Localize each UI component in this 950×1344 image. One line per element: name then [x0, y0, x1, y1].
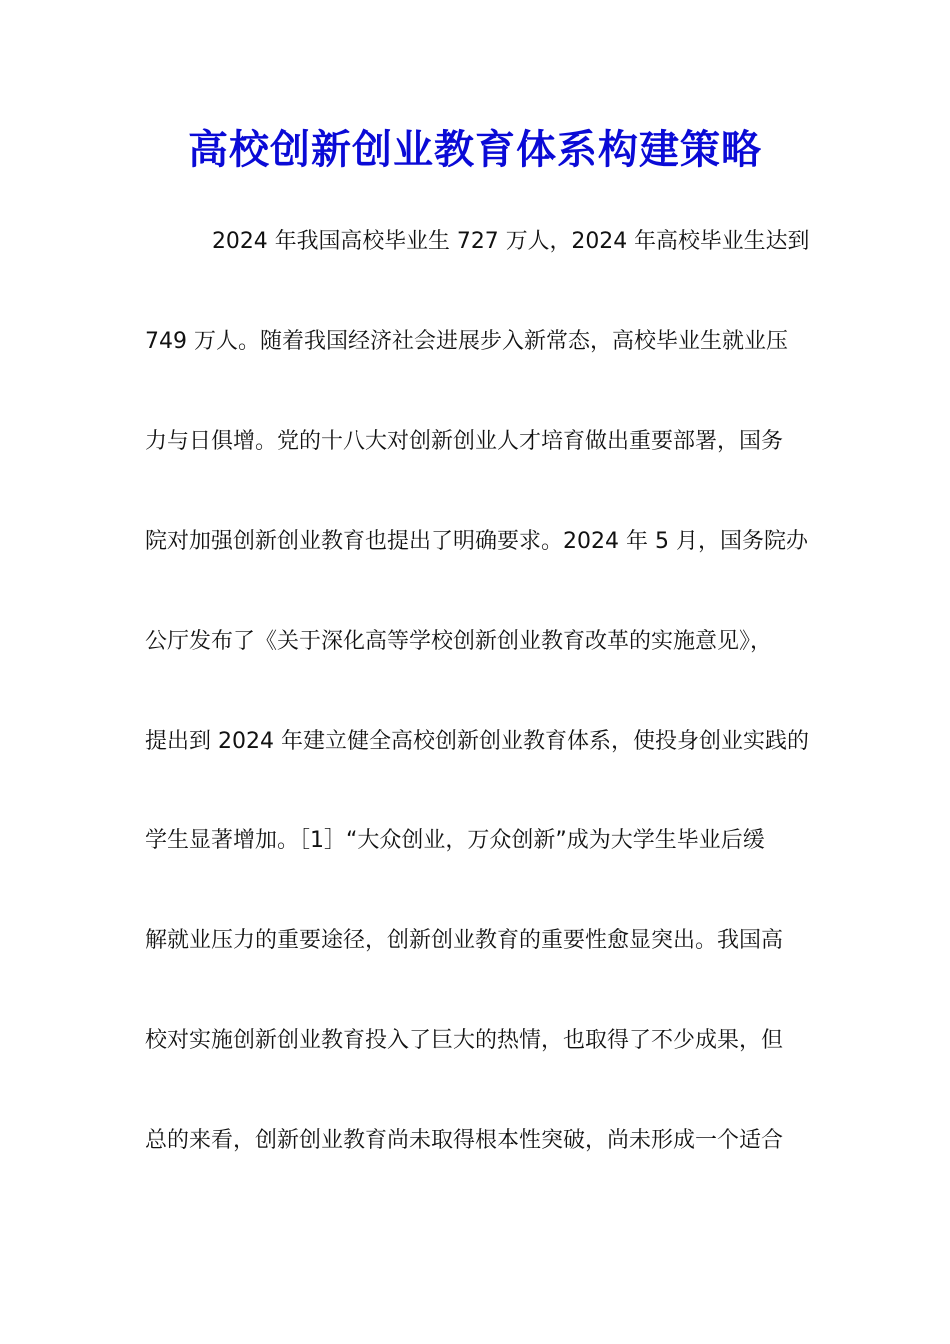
paragraph-line: 749 万人。随着我国经济社会进展步入新常态，高校毕业生就业压	[145, 329, 788, 354]
paragraph-line: 公厅发布了《关于深化高等学校创新创业教育改革的实施意见》，	[145, 629, 773, 654]
document-title: 高校创新创业教育体系构建策略	[188, 126, 762, 173]
paragraph-line: 力与日俱增。党的十八大对创新创业人才培育做出重要部署，国务	[145, 429, 784, 454]
paragraph-line: 总的来看，创新创业教育尚未取得根本性突破，尚未形成一个适合	[145, 1128, 784, 1153]
paragraph-line: 提出到 2024 年建立健全高校创新创业教育体系，使投身创业实践的	[145, 729, 809, 754]
paragraph-line: 2024 年我国高校毕业生 727 万人，2024 年高校毕业生达到	[212, 229, 810, 254]
paragraph-line: 学生显著增加。［1］“大众创业，万众创新”成为大学生毕业后缓	[145, 828, 765, 853]
paragraph-line: 校对实施创新创业教育投入了巨大的热情，也取得了不少成果，但	[145, 1028, 784, 1053]
paragraph-line: 解就业压力的重要途径，创新创业教育的重要性愈显突出。我国高	[145, 928, 784, 953]
paragraph-line: 院对加强创新创业教育也提出了明确要求。2024 年 5 月，国务院办	[145, 529, 808, 554]
